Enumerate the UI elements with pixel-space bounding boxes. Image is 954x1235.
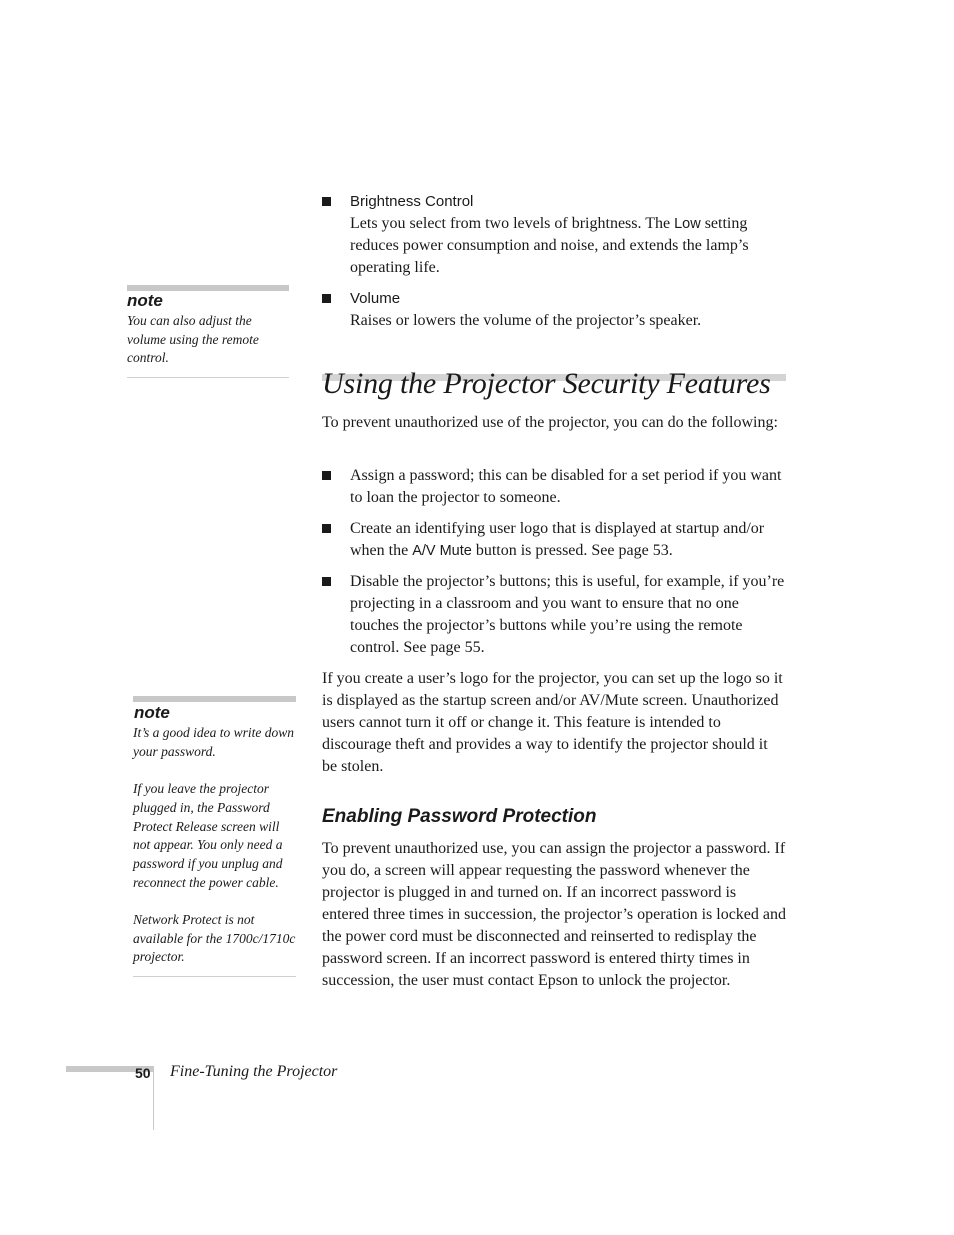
- note-text: You can also adjust the volume using the remote control.: [127, 313, 259, 366]
- bullet-square-icon: [322, 294, 331, 303]
- ui-term-low: Low: [674, 216, 701, 232]
- note-text: It’s a good idea to write down your password. If you leave the projector plugged in, the Password Protect Release screen will not appear. You only need a password if you unplug and reconnect the power cable. Network Protect is not available for the 1700c/1710c projector.: [133, 725, 296, 965]
- section-heading: Using the Projector Security Features: [322, 367, 771, 400]
- ui-term-av-mute: A/V Mute: [412, 543, 472, 559]
- bullet-square-icon: [322, 577, 331, 586]
- bullet-text: Create an identifying user logo that is displayed at startup and/or when the A/V Mute button is pressed. See page 53.: [350, 520, 765, 559]
- footer-vertical-rule: [153, 1066, 154, 1130]
- note-label: note: [127, 291, 163, 310]
- section-intro: To prevent unauthorized use of the projector, you can do the following:: [322, 414, 778, 431]
- page-number: 50: [135, 1065, 151, 1081]
- note-divider: [127, 377, 289, 378]
- note-label: note: [134, 703, 170, 722]
- bullet-square-icon: [322, 471, 331, 480]
- bullet-title: Brightness Control: [350, 193, 474, 210]
- logo-paragraph: If you create a user’s logo for the projector, you can set up the logo so it is displayed as the startup screen and/or AV/Mute screen. Unauthorized users cannot turn it off or change it. This feature is intended to discourage theft and provides a way to identify the projector should it be stolen.: [322, 670, 783, 775]
- note-divider: [133, 976, 296, 977]
- password-paragraph: To prevent unauthorized use, you can assign the projector a password. If you do, a screen will appear requesting the password whenever the projector is plugged in and turned on. If an incorrect password is entered three times in succession, the projector’s operation is locked and the power cord must be disconnected and reinserted to redisplay the password screen. If an incorrect password is entered thirty times in succession, the user must contact Epson to unlock the projector.: [322, 840, 786, 989]
- bullet-text: Disable the projector’s buttons; this is useful, for example, if you’re projecting in a classroom and you want to ensure that no one touches the projector’s buttons while you’re using the remote control. See page 55.: [350, 573, 785, 656]
- bullet-body: Lets you select from two levels of brightness. The Low setting reduces power consumption and noise, and extends the lamp’s operating life.: [350, 215, 749, 276]
- bullet-title: Volume: [350, 290, 401, 307]
- bullet-text: Assign a password; this can be disabled for a set period if you want to loan the projector to someone.: [350, 467, 782, 506]
- subsection-heading: Enabling Password Protection: [322, 806, 597, 827]
- bullet-body: Raises or lowers the volume of the projector’s speaker.: [350, 312, 702, 329]
- bullet-square-icon: [322, 524, 331, 533]
- bullet-square-icon: [322, 197, 331, 206]
- chapter-title: Fine-Tuning the Projector: [170, 1063, 338, 1080]
- note-header-bar: [133, 696, 296, 702]
